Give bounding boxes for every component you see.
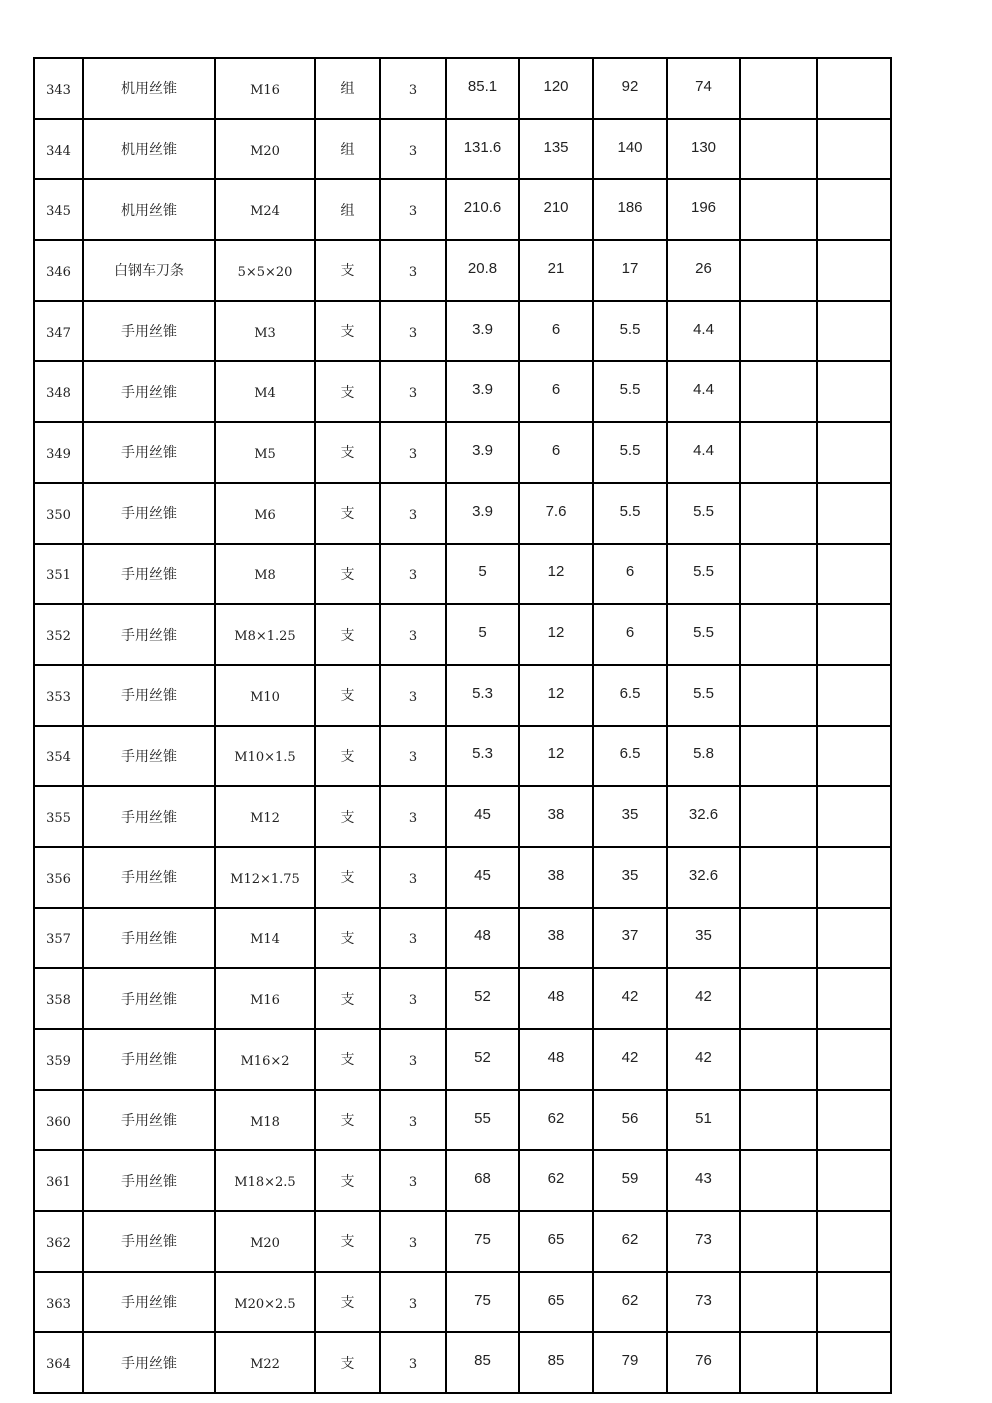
price-4-cell: 5.5 (667, 483, 740, 544)
price-1-cell: 3.9 (446, 301, 519, 362)
price-1-cell: 45 (446, 786, 519, 847)
quantity-cell: 3 (380, 1090, 446, 1151)
quantity-cell: 3 (380, 1029, 446, 1090)
empty-cell-1 (740, 786, 817, 847)
item-name-cell: 机用丝锥 (83, 119, 215, 180)
item-spec-cell: M8×1.25 (215, 604, 315, 665)
table-row (34, 726, 891, 787)
unit-cell: 支 (315, 483, 380, 544)
item-spec-cell: M16×2 (215, 1029, 315, 1090)
price-3-cell: 5.5 (593, 483, 667, 544)
unit-cell: 支 (315, 968, 380, 1029)
price-3-cell: 92 (593, 58, 667, 119)
table-row (34, 968, 891, 1029)
quantity-cell: 3 (380, 179, 446, 240)
price-2-cell: 38 (519, 908, 593, 969)
item-name-cell: 手用丝锥 (83, 726, 215, 787)
price-1-cell: 68 (446, 1150, 519, 1211)
unit-cell: 支 (315, 544, 380, 605)
item-name-cell: 手用丝锥 (83, 361, 215, 422)
quantity-cell: 3 (380, 1211, 446, 1272)
price-4-cell: 42 (667, 1029, 740, 1090)
item-spec-cell: M18×2.5 (215, 1150, 315, 1211)
table-row (34, 1332, 891, 1393)
item-spec-cell: 5×5×20 (215, 240, 315, 301)
empty-cell-2 (817, 544, 891, 605)
price-4-cell: 43 (667, 1150, 740, 1211)
empty-cell-1 (740, 847, 817, 908)
table-row (34, 604, 891, 665)
quantity-cell: 3 (380, 240, 446, 301)
item-name-cell: 手用丝锥 (83, 1332, 215, 1393)
empty-cell-1 (740, 483, 817, 544)
table-row (34, 908, 891, 969)
quantity-cell: 3 (380, 1332, 446, 1393)
price-3-cell: 5.5 (593, 422, 667, 483)
item-name-cell: 机用丝锥 (83, 179, 215, 240)
unit-cell: 支 (315, 604, 380, 665)
unit-cell: 组 (315, 179, 380, 240)
price-1-cell: 5.3 (446, 665, 519, 726)
item-spec-cell: M20×2.5 (215, 1272, 315, 1333)
item-name-cell: 手用丝锥 (83, 908, 215, 969)
price-2-cell: 85 (519, 1332, 593, 1393)
quantity-cell: 3 (380, 1272, 446, 1333)
unit-cell: 支 (315, 361, 380, 422)
row-number-cell: 353 (34, 665, 83, 726)
item-name-cell: 手用丝锥 (83, 665, 215, 726)
price-4-cell: 5.5 (667, 665, 740, 726)
empty-cell-1 (740, 1272, 817, 1333)
price-3-cell: 59 (593, 1150, 667, 1211)
price-2-cell: 48 (519, 968, 593, 1029)
row-number-cell: 344 (34, 119, 83, 180)
row-number-cell: 358 (34, 968, 83, 1029)
table-row (34, 847, 891, 908)
unit-cell: 支 (315, 1090, 380, 1151)
unit-cell: 组 (315, 119, 380, 180)
empty-cell-2 (817, 847, 891, 908)
empty-cell-1 (740, 119, 817, 180)
item-spec-cell: M3 (215, 301, 315, 362)
item-name-cell: 手用丝锥 (83, 968, 215, 1029)
empty-cell-1 (740, 240, 817, 301)
item-name-cell: 白钢车刀条 (83, 240, 215, 301)
price-4-cell: 32.6 (667, 847, 740, 908)
empty-cell-2 (817, 1090, 891, 1151)
empty-cell-1 (740, 1029, 817, 1090)
price-2-cell: 120 (519, 58, 593, 119)
empty-cell-1 (740, 908, 817, 969)
price-1-cell: 131.6 (446, 119, 519, 180)
empty-cell-1 (740, 1090, 817, 1151)
quantity-cell: 3 (380, 968, 446, 1029)
row-number-cell: 351 (34, 544, 83, 605)
item-name-cell: 手用丝锥 (83, 483, 215, 544)
price-3-cell: 42 (593, 1029, 667, 1090)
price-2-cell: 38 (519, 786, 593, 847)
row-number-cell: 356 (34, 847, 83, 908)
row-number-cell: 361 (34, 1150, 83, 1211)
unit-cell: 支 (315, 908, 380, 969)
empty-cell-2 (817, 968, 891, 1029)
price-2-cell: 6 (519, 361, 593, 422)
unit-cell: 支 (315, 786, 380, 847)
item-spec-cell: M18 (215, 1090, 315, 1151)
price-2-cell: 62 (519, 1150, 593, 1211)
empty-cell-2 (817, 786, 891, 847)
row-number-cell: 352 (34, 604, 83, 665)
price-1-cell: 75 (446, 1272, 519, 1333)
price-2-cell: 7.6 (519, 483, 593, 544)
row-number-cell: 355 (34, 786, 83, 847)
empty-cell-1 (740, 1211, 817, 1272)
price-3-cell: 56 (593, 1090, 667, 1151)
price-3-cell: 5.5 (593, 301, 667, 362)
price-4-cell: 35 (667, 908, 740, 969)
empty-cell-1 (740, 301, 817, 362)
item-name-cell: 手用丝锥 (83, 1272, 215, 1333)
item-name-cell: 手用丝锥 (83, 301, 215, 362)
table-row (34, 1272, 891, 1333)
price-4-cell: 130 (667, 119, 740, 180)
price-2-cell: 6 (519, 301, 593, 362)
item-name-cell: 手用丝锥 (83, 1150, 215, 1211)
quantity-cell: 3 (380, 908, 446, 969)
price-2-cell: 38 (519, 847, 593, 908)
empty-cell-2 (817, 726, 891, 787)
price-3-cell: 62 (593, 1211, 667, 1272)
price-3-cell: 6 (593, 604, 667, 665)
price-1-cell: 3.9 (446, 483, 519, 544)
table-row (34, 422, 891, 483)
quantity-cell: 3 (380, 726, 446, 787)
item-name-cell: 机用丝锥 (83, 58, 215, 119)
table-row (34, 544, 891, 605)
empty-cell-2 (817, 119, 891, 180)
price-3-cell: 35 (593, 786, 667, 847)
price-3-cell: 62 (593, 1272, 667, 1333)
price-2-cell: 65 (519, 1272, 593, 1333)
empty-cell-2 (817, 1211, 891, 1272)
unit-cell: 支 (315, 665, 380, 726)
unit-cell: 支 (315, 1211, 380, 1272)
empty-cell-1 (740, 726, 817, 787)
price-3-cell: 35 (593, 847, 667, 908)
item-spec-cell: M10×1.5 (215, 726, 315, 787)
item-spec-cell: M8 (215, 544, 315, 605)
empty-cell-2 (817, 240, 891, 301)
unit-cell: 支 (315, 847, 380, 908)
unit-cell: 支 (315, 1332, 380, 1393)
price-4-cell: 4.4 (667, 301, 740, 362)
item-spec-cell: M20 (215, 1211, 315, 1272)
empty-cell-1 (740, 179, 817, 240)
table-row (34, 361, 891, 422)
item-spec-cell: M10 (215, 665, 315, 726)
empty-cell-1 (740, 665, 817, 726)
price-2-cell: 12 (519, 665, 593, 726)
price-1-cell: 5.3 (446, 726, 519, 787)
price-table (33, 57, 892, 1394)
row-number-cell: 362 (34, 1211, 83, 1272)
empty-cell-2 (817, 908, 891, 969)
empty-cell-1 (740, 1332, 817, 1393)
quantity-cell: 3 (380, 544, 446, 605)
price-3-cell: 17 (593, 240, 667, 301)
price-1-cell: 52 (446, 1029, 519, 1090)
price-4-cell: 26 (667, 240, 740, 301)
empty-cell-2 (817, 604, 891, 665)
table-row (34, 1211, 891, 1272)
price-4-cell: 42 (667, 968, 740, 1029)
price-1-cell: 52 (446, 968, 519, 1029)
row-number-cell: 348 (34, 361, 83, 422)
item-spec-cell: M20 (215, 119, 315, 180)
quantity-cell: 3 (380, 422, 446, 483)
table-row (34, 1150, 891, 1211)
row-number-cell: 345 (34, 179, 83, 240)
price-1-cell: 48 (446, 908, 519, 969)
price-4-cell: 4.4 (667, 361, 740, 422)
quantity-cell: 3 (380, 665, 446, 726)
price-2-cell: 12 (519, 726, 593, 787)
price-3-cell: 6.5 (593, 726, 667, 787)
table-row (34, 483, 891, 544)
quantity-cell: 3 (380, 1150, 446, 1211)
empty-cell-2 (817, 58, 891, 119)
unit-cell: 支 (315, 1150, 380, 1211)
quantity-cell: 3 (380, 483, 446, 544)
empty-cell-2 (817, 301, 891, 362)
price-2-cell: 62 (519, 1090, 593, 1151)
item-name-cell: 手用丝锥 (83, 786, 215, 847)
item-name-cell: 手用丝锥 (83, 544, 215, 605)
price-2-cell: 12 (519, 544, 593, 605)
item-spec-cell: M16 (215, 58, 315, 119)
price-3-cell: 186 (593, 179, 667, 240)
price-2-cell: 12 (519, 604, 593, 665)
empty-cell-2 (817, 361, 891, 422)
price-3-cell: 5.5 (593, 361, 667, 422)
price-1-cell: 5 (446, 544, 519, 605)
row-number-cell: 354 (34, 726, 83, 787)
unit-cell: 支 (315, 422, 380, 483)
empty-cell-2 (817, 665, 891, 726)
table-row (34, 179, 891, 240)
empty-cell-1 (740, 361, 817, 422)
table-row (34, 119, 891, 180)
quantity-cell: 3 (380, 786, 446, 847)
table-row (34, 786, 891, 847)
quantity-cell: 3 (380, 361, 446, 422)
unit-cell: 支 (315, 240, 380, 301)
price-1-cell: 45 (446, 847, 519, 908)
price-3-cell: 140 (593, 119, 667, 180)
price-1-cell: 85.1 (446, 58, 519, 119)
quantity-cell: 3 (380, 604, 446, 665)
price-3-cell: 6 (593, 544, 667, 605)
row-number-cell: 346 (34, 240, 83, 301)
item-name-cell: 手用丝锥 (83, 1090, 215, 1151)
empty-cell-1 (740, 604, 817, 665)
price-4-cell: 5.8 (667, 726, 740, 787)
price-2-cell: 65 (519, 1211, 593, 1272)
table-row (34, 240, 891, 301)
row-number-cell: 359 (34, 1029, 83, 1090)
empty-cell-1 (740, 1150, 817, 1211)
empty-cell-2 (817, 1150, 891, 1211)
price-2-cell: 21 (519, 240, 593, 301)
table-body (34, 58, 891, 1393)
price-3-cell: 42 (593, 968, 667, 1029)
price-1-cell: 5 (446, 604, 519, 665)
quantity-cell: 3 (380, 58, 446, 119)
table-row (34, 1029, 891, 1090)
unit-cell: 支 (315, 726, 380, 787)
item-spec-cell: M4 (215, 361, 315, 422)
empty-cell-1 (740, 968, 817, 1029)
price-1-cell: 55 (446, 1090, 519, 1151)
empty-cell-2 (817, 1272, 891, 1333)
item-name-cell: 手用丝锥 (83, 1029, 215, 1090)
empty-cell-1 (740, 544, 817, 605)
table-row (34, 301, 891, 362)
item-spec-cell: M6 (215, 483, 315, 544)
row-number-cell: 343 (34, 58, 83, 119)
price-1-cell: 75 (446, 1211, 519, 1272)
item-spec-cell: M16 (215, 968, 315, 1029)
unit-cell: 支 (315, 1029, 380, 1090)
price-2-cell: 48 (519, 1029, 593, 1090)
item-name-cell: 手用丝锥 (83, 422, 215, 483)
quantity-cell: 3 (380, 119, 446, 180)
table-row (34, 1090, 891, 1151)
unit-cell: 支 (315, 1272, 380, 1333)
row-number-cell: 349 (34, 422, 83, 483)
item-spec-cell: M5 (215, 422, 315, 483)
item-spec-cell: M12×1.75 (215, 847, 315, 908)
price-4-cell: 4.4 (667, 422, 740, 483)
price-4-cell: 5.5 (667, 604, 740, 665)
row-number-cell: 364 (34, 1332, 83, 1393)
unit-cell: 支 (315, 301, 380, 362)
price-2-cell: 6 (519, 422, 593, 483)
empty-cell-1 (740, 422, 817, 483)
item-name-cell: 手用丝锥 (83, 847, 215, 908)
item-name-cell: 手用丝锥 (83, 604, 215, 665)
price-4-cell: 51 (667, 1090, 740, 1151)
row-number-cell: 347 (34, 301, 83, 362)
price-4-cell: 73 (667, 1211, 740, 1272)
item-spec-cell: M22 (215, 1332, 315, 1393)
table-row (34, 58, 891, 119)
price-3-cell: 6.5 (593, 665, 667, 726)
empty-cell-2 (817, 1029, 891, 1090)
price-1-cell: 3.9 (446, 422, 519, 483)
price-4-cell: 5.5 (667, 544, 740, 605)
row-number-cell: 350 (34, 483, 83, 544)
price-4-cell: 32.6 (667, 786, 740, 847)
empty-cell-1 (740, 58, 817, 119)
price-1-cell: 20.8 (446, 240, 519, 301)
item-spec-cell: M24 (215, 179, 315, 240)
empty-cell-2 (817, 179, 891, 240)
price-4-cell: 73 (667, 1272, 740, 1333)
empty-cell-2 (817, 483, 891, 544)
price-2-cell: 135 (519, 119, 593, 180)
quantity-cell: 3 (380, 301, 446, 362)
price-2-cell: 210 (519, 179, 593, 240)
empty-cell-2 (817, 1332, 891, 1393)
row-number-cell: 357 (34, 908, 83, 969)
price-4-cell: 196 (667, 179, 740, 240)
item-spec-cell: M12 (215, 786, 315, 847)
quantity-cell: 3 (380, 847, 446, 908)
item-spec-cell: M14 (215, 908, 315, 969)
row-number-cell: 360 (34, 1090, 83, 1151)
price-4-cell: 74 (667, 58, 740, 119)
item-name-cell: 手用丝锥 (83, 1211, 215, 1272)
table-row (34, 665, 891, 726)
price-1-cell: 3.9 (446, 361, 519, 422)
price-1-cell: 85 (446, 1332, 519, 1393)
price-4-cell: 76 (667, 1332, 740, 1393)
price-1-cell: 210.6 (446, 179, 519, 240)
empty-cell-2 (817, 422, 891, 483)
price-3-cell: 79 (593, 1332, 667, 1393)
row-number-cell: 363 (34, 1272, 83, 1333)
unit-cell: 组 (315, 58, 380, 119)
price-3-cell: 37 (593, 908, 667, 969)
